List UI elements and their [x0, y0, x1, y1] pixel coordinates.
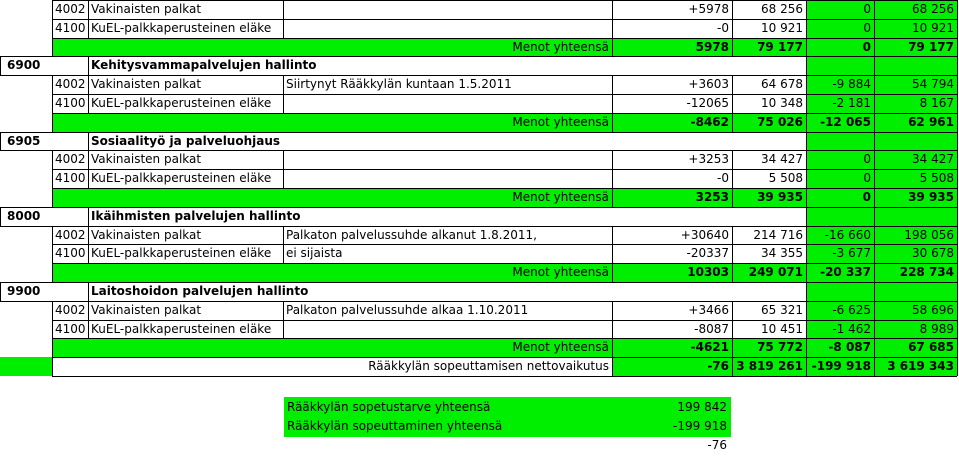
grid-line	[88, 94, 89, 113]
grid-line	[874, 169, 875, 188]
grid-line	[612, 150, 613, 169]
grid-line	[612, 244, 613, 263]
grid-line	[52, 0, 53, 19]
row-name: Vakinaisten palkat	[91, 227, 202, 242]
grid-line	[957, 56, 958, 75]
grid-line	[957, 338, 958, 357]
grid-line	[52, 169, 53, 188]
grid-line	[88, 301, 89, 320]
grid-line	[52, 320, 957, 321]
row-value-1: 214 716	[753, 227, 803, 242]
grid-line	[874, 226, 875, 245]
grid-line	[874, 244, 875, 263]
row-code: 4002	[55, 227, 86, 242]
row-note: Palkaton palvelussuhde alkanut 1.8.2011,	[286, 227, 537, 242]
grid-line	[88, 150, 89, 169]
row-name: Vakinaisten palkat	[91, 302, 202, 317]
section-code: 6905	[7, 133, 41, 148]
row-value-3: 8 989	[919, 321, 954, 336]
grid-line	[52, 338, 53, 357]
section-title: Ikäihmisten palvelujen hallinto	[91, 208, 301, 223]
grid-line	[732, 38, 733, 57]
row-value-2: -2 181	[832, 96, 871, 110]
row-delta: -0	[717, 171, 729, 186]
section-code: 9900	[7, 284, 41, 298]
total-value-1: 75 026	[757, 114, 803, 129]
summary-value: -76	[707, 438, 727, 452]
total-value-2: 0	[862, 39, 871, 54]
summary-block	[284, 398, 731, 455]
grid-line	[874, 75, 875, 94]
grid-line	[612, 38, 613, 57]
row-value-2: 0	[863, 20, 871, 35]
total-label: Menot yhteensä	[512, 114, 609, 129]
grid-line	[732, 113, 733, 132]
grid-line	[52, 263, 53, 282]
grid-line	[806, 19, 807, 38]
grid-line	[52, 38, 53, 57]
grid-line	[957, 244, 958, 263]
row-code: 4100	[55, 20, 86, 35]
grid-line	[874, 338, 875, 357]
grid-line	[612, 0, 613, 19]
summary-row	[284, 417, 731, 436]
section-title: Kehitysvammapalvelujen hallinto	[91, 58, 317, 73]
total-value-1: 75 772	[757, 340, 803, 355]
grid-line	[732, 320, 733, 339]
grid-line	[612, 338, 613, 357]
grid-line	[957, 263, 958, 282]
grid-line	[52, 301, 957, 302]
row-value-1: 5 508	[768, 171, 803, 186]
grid-line	[806, 320, 807, 339]
summary-row	[284, 436, 731, 455]
grid-line	[957, 75, 958, 94]
grid-line	[806, 263, 807, 282]
grid-line	[957, 0, 958, 19]
section-code: 8000	[7, 208, 41, 223]
grid-line	[52, 19, 53, 38]
grid-line	[874, 0, 875, 19]
row-delta: +3603	[688, 77, 729, 92]
summary-label: Rääkkylän sopeuttaminen yhteensä	[287, 419, 503, 433]
grid-line	[806, 132, 807, 151]
grid-line	[612, 263, 613, 282]
grid-line	[806, 56, 807, 75]
grid-line	[806, 207, 807, 226]
row-delta: +3466	[688, 302, 729, 317]
row-value-3: 58 696	[912, 302, 954, 317]
grid-line	[957, 38, 958, 57]
grid-line	[88, 207, 89, 226]
grid-line	[52, 94, 53, 113]
row-name: KuEL-palkkaperusteinen eläke	[91, 96, 272, 110]
grid-line	[52, 320, 53, 339]
row-name: Vakinaisten palkat	[91, 2, 202, 16]
grid-line	[806, 38, 807, 57]
grid-line	[957, 207, 958, 226]
grid-line	[52, 150, 957, 151]
grid-line	[52, 113, 53, 132]
grid-line	[0, 207, 1, 226]
total-delta: 10303	[687, 265, 729, 280]
row-note	[283, 169, 612, 188]
grid-line	[52, 150, 53, 169]
grid-line	[806, 226, 807, 245]
total-value-2: -8 087	[828, 340, 871, 355]
grid-line	[612, 19, 613, 38]
grid-line	[0, 282, 1, 301]
grid-line	[806, 113, 807, 132]
grid-line	[957, 188, 958, 207]
grid-line	[52, 169, 957, 170]
grid-line	[88, 75, 89, 94]
row-note	[283, 320, 612, 339]
total-value-1: 3 819 261	[736, 359, 803, 374]
grid-line	[957, 357, 958, 376]
grid-line	[957, 94, 958, 113]
row-value-2: -3 677	[832, 246, 871, 261]
grid-line	[874, 113, 875, 132]
grid-line	[0, 207, 957, 208]
summary-value: 199 842	[677, 400, 727, 414]
section-title: Laitoshoidon palvelujen hallinto	[91, 284, 309, 298]
grid-line	[612, 320, 613, 339]
grid-line	[52, 357, 957, 358]
grid-line	[52, 338, 957, 339]
grid-line	[612, 113, 613, 132]
grid-line	[806, 357, 807, 376]
total-value-3: 67 685	[908, 340, 954, 355]
row-note: Palkaton palvelussuhde alkaa 1.10.2011	[286, 302, 529, 317]
total-value-2: 0	[862, 190, 871, 204]
grid-line	[732, 226, 733, 245]
grid-line	[283, 0, 284, 19]
grid-line	[874, 188, 875, 207]
grid-line	[52, 94, 957, 95]
cell-fill	[806, 207, 957, 226]
grid-line	[52, 188, 53, 207]
row-value-1: 64 678	[761, 77, 803, 92]
grid-line	[874, 56, 875, 75]
row-note	[283, 19, 612, 38]
grid-line	[283, 320, 284, 339]
row-value-2: -1 462	[832, 321, 871, 336]
row-value-1: 34 355	[761, 246, 803, 261]
grid-line	[874, 19, 875, 38]
section-code: 6900	[7, 58, 41, 73]
grid-line	[52, 188, 957, 189]
grid-line	[874, 150, 875, 169]
row-name: KuEL-palkkaperusteinen eläke	[91, 321, 272, 336]
grid-line	[806, 0, 807, 19]
grid-line	[957, 19, 958, 38]
total-value-2: -12 065	[820, 114, 871, 129]
grid-line	[283, 244, 284, 263]
row-name: KuEL-palkkaperusteinen eläke	[91, 246, 272, 261]
row-value-3: 68 256	[912, 2, 954, 16]
grid-line	[612, 75, 613, 94]
total-value-3: 39 935	[908, 190, 954, 204]
grid-line	[88, 320, 89, 339]
grid-line	[88, 169, 89, 188]
total-label: Menot yhteensä	[512, 190, 609, 204]
grid-line	[88, 226, 89, 245]
grid-line	[732, 0, 733, 19]
grid-line	[732, 188, 733, 207]
row-delta: -20337	[686, 246, 729, 261]
row-value-3: 30 678	[912, 246, 954, 261]
row-note: ei sijaista	[286, 246, 343, 261]
grid-line	[957, 113, 958, 132]
row-value-3: 34 427	[912, 152, 954, 167]
total-delta: -4621	[690, 340, 729, 355]
grid-line	[874, 263, 875, 282]
total-value-1: 249 071	[748, 265, 803, 280]
row-note	[283, 150, 612, 169]
total-value-3: 228 734	[899, 265, 954, 280]
grid-line	[732, 244, 733, 263]
total-delta: 3253	[695, 190, 729, 204]
grid-line	[612, 188, 613, 207]
grid-line	[283, 169, 284, 188]
row-value-2: 0	[863, 2, 871, 16]
grid-line	[806, 338, 807, 357]
total-label: Menot yhteensä	[512, 265, 609, 280]
grid-line	[283, 75, 284, 94]
total-label: Rääkkylän sopeuttamisen nettovaikutus	[52, 357, 612, 376]
grid-line	[732, 169, 733, 188]
row-code: 4100	[55, 321, 86, 336]
grid-line	[283, 301, 284, 320]
grid-line	[283, 150, 284, 169]
grid-line	[732, 150, 733, 169]
grid-line	[88, 244, 89, 263]
grid-line	[88, 56, 89, 75]
grid-line	[874, 94, 875, 113]
row-value-3: 10 921	[912, 20, 954, 35]
grid-line	[52, 357, 53, 376]
grid-line	[52, 113, 957, 114]
grid-line	[88, 282, 89, 301]
grid-line	[732, 338, 733, 357]
row-value-1: 65 321	[761, 302, 803, 317]
row-name: KuEL-palkkaperusteinen eläke	[91, 171, 272, 186]
grid-line	[732, 301, 733, 320]
row-delta: +3253	[688, 152, 729, 167]
row-code: 4002	[55, 77, 86, 92]
grid-line	[52, 263, 957, 264]
grid-line	[957, 132, 958, 151]
grid-line	[0, 282, 957, 283]
total-value-2: -20 337	[820, 265, 871, 280]
total-value-1: 79 177	[757, 39, 803, 54]
grid-line	[874, 132, 875, 151]
row-value-2: -9 884	[832, 77, 871, 92]
grid-line	[52, 75, 53, 94]
grid-line	[957, 226, 958, 245]
row-delta: +5978	[688, 2, 729, 16]
grid-line	[732, 263, 733, 282]
total-value-1: 39 935	[757, 190, 803, 204]
grid-line	[612, 169, 613, 188]
row-name: KuEL-palkkaperusteinen eläke	[91, 20, 272, 35]
row-name: Vakinaisten palkat	[91, 77, 202, 92]
row-code: 4100	[55, 246, 86, 261]
grid-line	[612, 226, 613, 245]
row-value-3: 8 167	[919, 96, 954, 110]
grid-line	[612, 357, 613, 376]
grid-line	[957, 150, 958, 169]
row-note	[283, 94, 612, 113]
grid-line	[88, 0, 89, 19]
grid-line	[957, 282, 958, 301]
row-value-1: 68 256	[761, 2, 803, 16]
grid-line	[806, 301, 807, 320]
grid-line	[52, 244, 957, 245]
total-label: Menot yhteensä	[512, 340, 609, 355]
grid-line	[806, 150, 807, 169]
grid-line	[732, 94, 733, 113]
row-code: 4100	[55, 171, 86, 186]
grid-line	[957, 169, 958, 188]
row-value-1: 10 451	[761, 321, 803, 336]
row-delta: -12065	[686, 96, 729, 110]
grid-line	[874, 357, 875, 376]
row-value-3: 198 056	[904, 227, 954, 242]
grid-line	[52, 19, 957, 20]
row-value-1: 10 921	[761, 20, 803, 35]
row-delta: -0	[717, 20, 729, 35]
row-delta: -8087	[694, 321, 729, 336]
total-value-3: 79 177	[908, 39, 954, 54]
total-delta: 5978	[695, 39, 729, 54]
grid-line	[612, 301, 613, 320]
grid-line	[88, 132, 89, 151]
grid-line	[806, 188, 807, 207]
row-code: 4002	[55, 152, 86, 167]
grid-line	[52, 75, 957, 76]
grid-line	[806, 282, 807, 301]
grid-line	[283, 226, 284, 245]
row-code: 4002	[55, 302, 86, 317]
grid-line	[52, 301, 53, 320]
grid-line	[283, 94, 284, 113]
grid-line	[806, 244, 807, 263]
row-value-2: -6 625	[832, 302, 871, 317]
grid-line	[874, 320, 875, 339]
row-value-2: 0	[863, 152, 871, 167]
grid-line	[612, 94, 613, 113]
row-value-3: 54 794	[912, 77, 954, 92]
grid-line	[0, 132, 1, 151]
cell-fill	[806, 132, 957, 151]
row-note	[283, 0, 612, 19]
grid-line	[874, 207, 875, 226]
grid-line	[874, 301, 875, 320]
row-note: Siirtynyt Rääkkylän kuntaan 1.5.2011	[286, 77, 512, 92]
grid-line	[52, 376, 957, 377]
grid-line	[806, 169, 807, 188]
grid-line	[874, 38, 875, 57]
cell-fill	[806, 56, 957, 75]
summary-value: -199 918	[673, 419, 727, 433]
section-title: Sosiaalityö ja palveluohjaus	[91, 133, 281, 148]
grid-line	[806, 94, 807, 113]
grid-line	[874, 282, 875, 301]
row-code: 4002	[55, 2, 86, 16]
total-label: Menot yhteensä	[512, 39, 609, 54]
grid-line	[283, 19, 284, 38]
grid-line	[957, 301, 958, 320]
row-name: Vakinaisten palkat	[91, 152, 202, 167]
grid-line	[732, 19, 733, 38]
grid-line	[0, 56, 1, 75]
cell-fill	[0, 357, 52, 376]
grid-line	[957, 320, 958, 339]
grid-line	[52, 0, 957, 1]
grid-line	[0, 56, 957, 57]
total-value-3: 62 961	[908, 114, 954, 129]
grid-line	[732, 357, 733, 376]
row-value-3: 5 508	[919, 171, 954, 186]
cell-fill	[806, 282, 957, 301]
summary-label: Rääkkylän sopetustarve yhteensä	[287, 400, 491, 414]
total-value-2: -199 918	[811, 359, 871, 374]
total-delta: -8462	[690, 114, 729, 129]
grid-line	[52, 226, 53, 245]
grid-line	[52, 226, 957, 227]
grid-line	[52, 244, 53, 263]
total-value-3: 3 619 343	[887, 359, 954, 374]
row-delta: +30640	[680, 227, 729, 242]
grid-line	[806, 75, 807, 94]
grid-line	[732, 75, 733, 94]
total-delta: -76	[707, 359, 729, 374]
summary-row	[284, 398, 731, 417]
row-code: 4100	[55, 96, 86, 110]
row-value-1: 10 348	[761, 96, 803, 110]
grid-line	[88, 19, 89, 38]
grid-line	[0, 132, 957, 133]
row-value-2: -16 660	[824, 227, 871, 242]
grid-line	[52, 38, 957, 39]
row-value-1: 34 427	[761, 152, 803, 167]
row-value-2: 0	[863, 171, 871, 186]
